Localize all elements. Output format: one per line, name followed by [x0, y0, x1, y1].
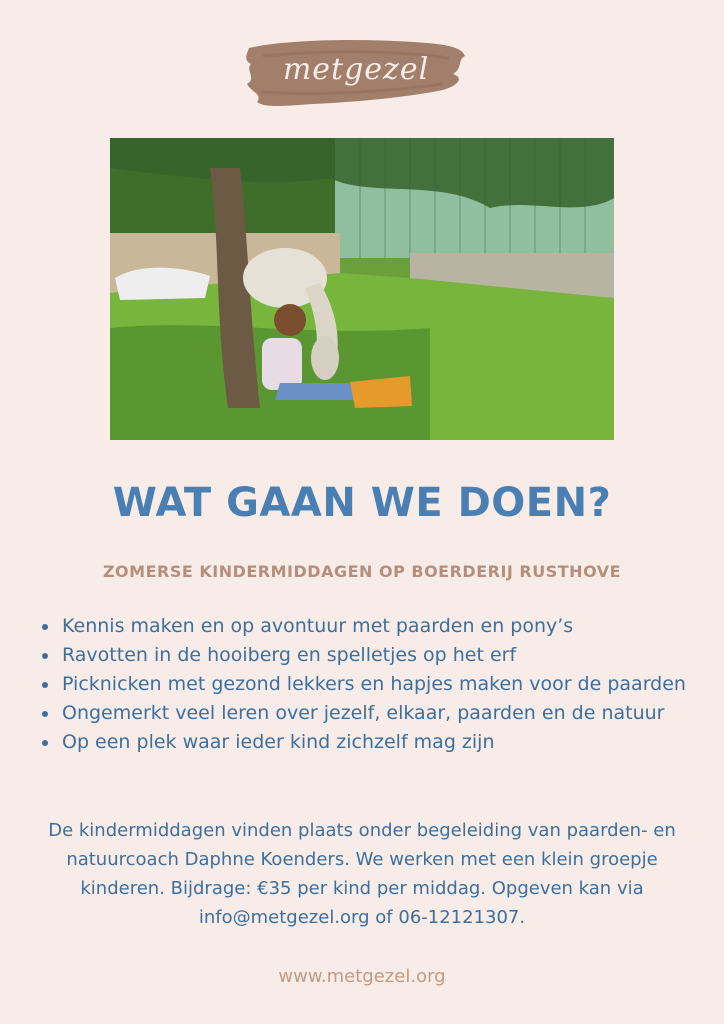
list-item-text: Op een plek waar ieder kind zichzelf mag zijn: [62, 731, 495, 753]
bullet-icon: [42, 624, 48, 630]
list-item-text: Kennis maken en op avontuur met paarden en pony’s: [62, 615, 574, 637]
bullet-icon: [42, 682, 48, 688]
page-heading: WAT GAAN WE DOEN?: [112, 480, 612, 526]
activity-list: [40, 612, 700, 757]
list-item: [40, 699, 700, 728]
list-item-text: Ongemerkt veel leren over jezelf, elkaar, paarden en de natuur: [62, 702, 665, 724]
list-item-text: Ravotten in de hooiberg en spelletjes op het erf: [62, 644, 517, 666]
list-item: [40, 670, 700, 699]
bullet-icon: [42, 653, 48, 659]
list-item: [40, 728, 700, 757]
page-subheading: ZOMERSE KINDERMIDDAGEN OP BOERDERIJ RUSTHOVE: [102, 562, 622, 581]
website-link[interactable]: www.metgezel.org: [278, 966, 446, 987]
bullet-icon: [42, 740, 48, 746]
list-item-text: Picknicken met gezond lekkers en hapjes maken voor de paarden: [62, 673, 686, 695]
list-item: [40, 612, 700, 641]
list-item: [40, 641, 700, 670]
logo: [243, 34, 469, 112]
logo-text: metgezel: [282, 52, 430, 87]
info-paragraph: De kindermiddagen vinden plaats onder begeleiding van paarden- en natuurcoach Daphne Koenders. We werken met een klein groepje kinderen. Bijdrage: €35 per kind per middag. Opgeven kan via info@metgezel.org of 06-12121307.: [48, 820, 676, 928]
hero-photo: [110, 138, 614, 440]
bullet-icon: [42, 711, 48, 717]
